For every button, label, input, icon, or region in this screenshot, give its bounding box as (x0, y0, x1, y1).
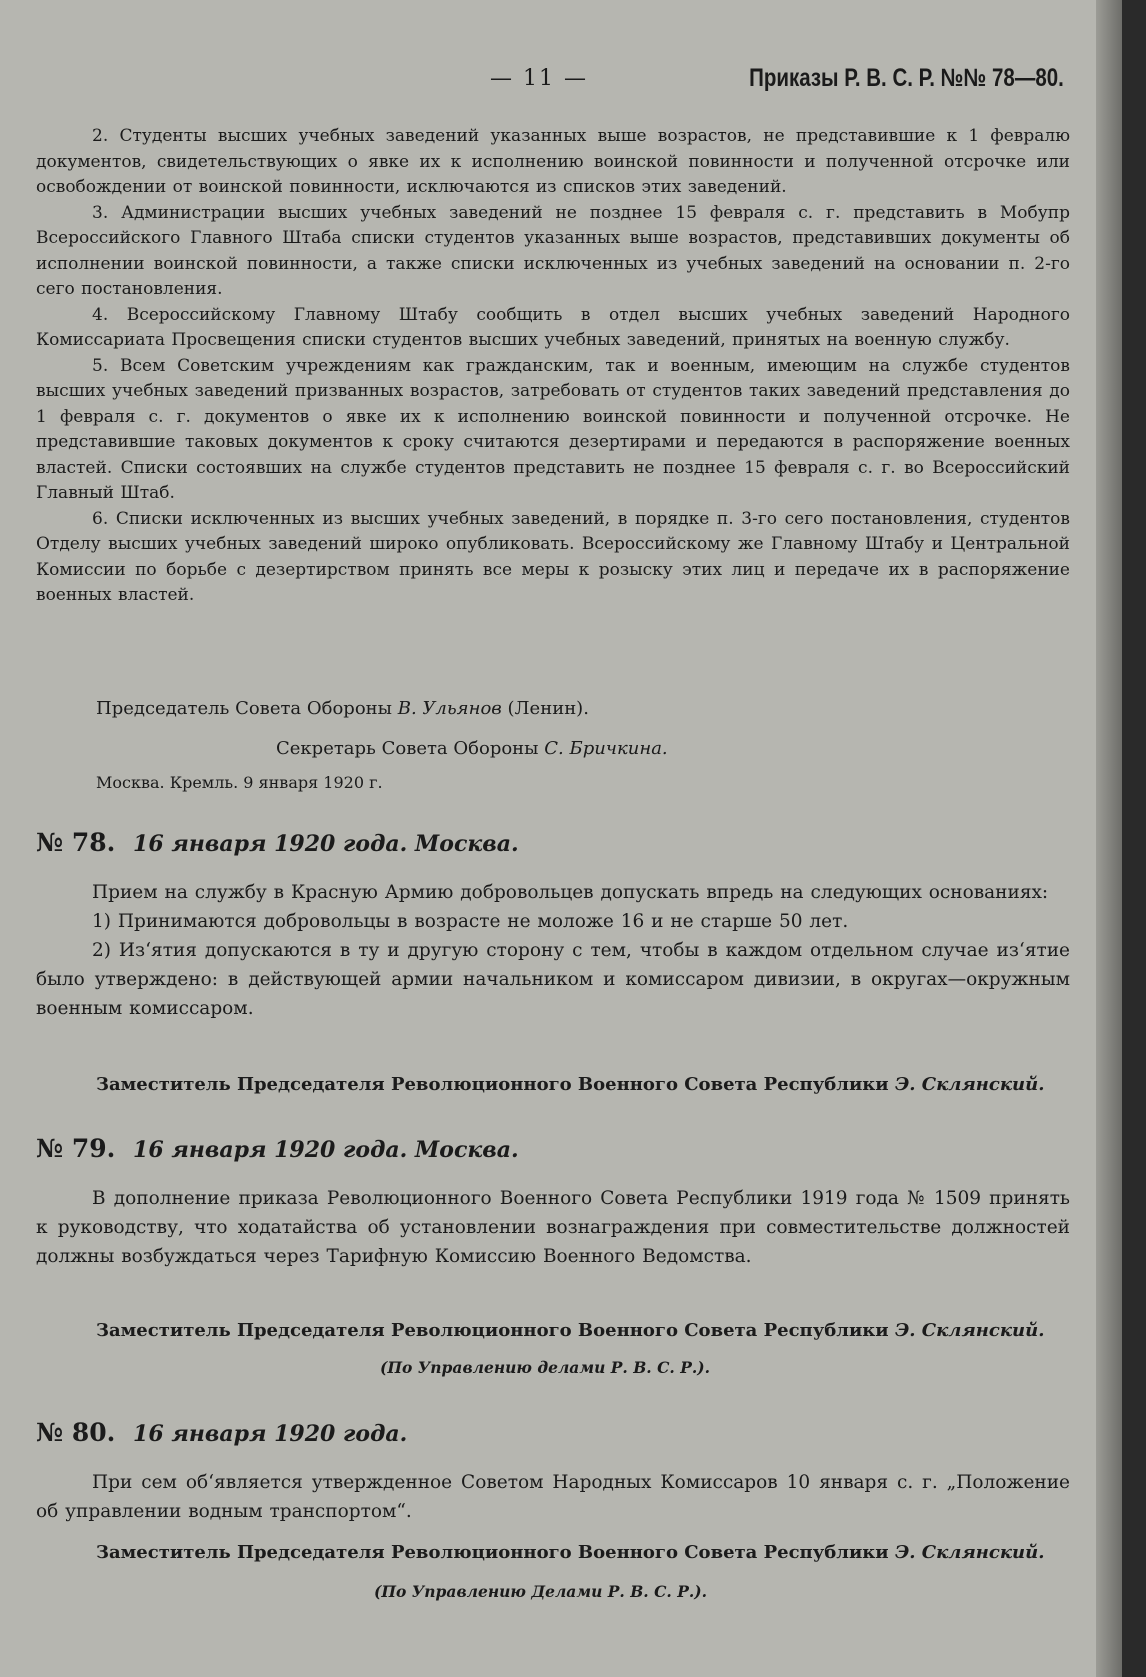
secretary-title: Секретарь Совета Обороны (276, 738, 539, 759)
order-78-date: 16 января 1920 года. Москва. (133, 831, 519, 857)
resolution-point: 2. Студенты высших учебных заведений указанных выше возрастов, не представившие к 1 февралю документов, свидетельствующих о явке их к исполнению воинской повинности и полученной отсрочке или освобождении от воинской повинности, исключаются из списков этих заведений. (36, 126, 1070, 197)
order-78-paragraph: 1) Принимаются добровольцы в возрасте не моложе 16 и не старше 50 лет. (92, 911, 849, 932)
order-79-paragraph: В дополнение приказа Революционного Военного Совета Республики 1919 года № 1509 принять к руководству, что ходатайства об установлении вознаграждения при совместительстве должностей должны возбуждаться через Тарифную Комиссию Военного Ведомства. (36, 1188, 1070, 1267)
order-79-signer-name: Э. Склянский. (894, 1320, 1045, 1341)
order-78-signer-title: Заместитель Председателя Революционного Военного Совета Республики (96, 1074, 889, 1095)
order-79-body (36, 1184, 1070, 1271)
page-number: — 11 — (490, 66, 588, 91)
order-78-body (36, 878, 1070, 1023)
resolution-points (36, 124, 1070, 609)
order-78-signer-name: Э. Склянский. (894, 1074, 1045, 1095)
resolution-point: 6. Списки исключенных из высших учебных заведений, в порядке п. 3-го сего постановления, студентов Отделу высших учебных заведений широко опубликовать. Всероссийскому же Главному Штабу и Центральной Комиссии по борьбе с дезертирством принять все меры к розыску этих лиц и передаче их в распоряжение военных властей. (36, 508, 1070, 605)
secretary-name: С. Бричкина. (544, 738, 668, 759)
page-header (36, 66, 1070, 102)
order-78-heading (36, 828, 519, 857)
chair-title: Председатель Совета Обороны (96, 698, 392, 719)
order-79-heading (36, 1134, 519, 1163)
order-80-paragraph: При сем об‘является утвержденное Советом Народных Комиссаров 10 января с. г. „Положение об управлении водным транспортом“. (36, 1472, 1070, 1522)
order-80-date: 16 января 1920 года. (133, 1421, 408, 1447)
order-80-signer-title: Заместитель Председателя Революционного Военного Совета Республики (96, 1542, 889, 1563)
chair-signature (96, 698, 589, 719)
order-79-signature (96, 1320, 1045, 1341)
secretary-signature (276, 738, 668, 759)
order-80-signer-name: Э. Склянский. (894, 1542, 1045, 1563)
order-79-signer-title: Заместитель Председателя Революционного Военного Совета Республики (96, 1320, 889, 1341)
order-80-number: № 80. (36, 1418, 116, 1447)
order-80-body (36, 1468, 1070, 1526)
order-78-signature (96, 1074, 1045, 1095)
order-80-heading (36, 1418, 407, 1447)
chair-name: В. Ульянов (397, 698, 502, 719)
order-80-office: (По Управлению Делами Р. В. С. Р.). (374, 1582, 708, 1601)
place-date: Москва. Кремль. 9 января 1920 г. (96, 773, 383, 792)
resolution-point: 3. Администрации высших учебных заведений не позднее 15 февраля с. г. представить в Мобупр Всероссийского Главного Штаба списки студентов указанных выше возрастов, представивших документы об исполнении воинской повинности, а также списки исключенных из учебных заведений на основании п. 2-го сего постановления. (36, 202, 1070, 299)
resolution-point: 4. Всероссийскому Главному Штабу сообщить в отдел высших учебных заведений Народного Комиссариата Просвещения списки студентов высших учебных заведений, принятых на военную службу. (36, 304, 1070, 350)
order-79-date: 16 января 1920 года. Москва. (133, 1137, 519, 1163)
order-78-paragraph: 2) Из‘ятия допускаются в ту и другую сторону с тем, чтобы в каждом отдельном случае из‘ятие было утверждено: в действующей армии начальником и комиссаром дивизии, в округах—окружным военным комиссаром. (36, 940, 1070, 1019)
order-80-signature (96, 1542, 1045, 1563)
chair-alias: (Ленин). (507, 698, 589, 719)
running-title: Приказы Р. В. С. Р. №№ 78—80. (749, 64, 1064, 92)
order-79-office: (По Управлению делами Р. В. С. Р.). (380, 1358, 710, 1377)
order-78-number: № 78. (36, 828, 116, 857)
resolution-point: 5. Всем Советским учреждениям как гражданским, так и военным, имеющим на службе студентов высших учебных заведений призванных возрастов, затребовать от студентов таких заведений представления до 1 февраля с. г. документов о явке их к исполнению воинской повинности и полученной отсрочке. Не представившие таковых документов к сроку считаются дезертирами и передаются в распоряжение военных властей. Списки состоявших на службе студентов представить не позднее 15 февраля с. г. во Всероссийский Главный Штаб. (36, 355, 1070, 503)
order-78-paragraph: Прием на службу в Красную Армию добровольцев допускать впредь на следующих основаниях: (92, 882, 1049, 903)
order-79-number: № 79. (36, 1134, 116, 1163)
